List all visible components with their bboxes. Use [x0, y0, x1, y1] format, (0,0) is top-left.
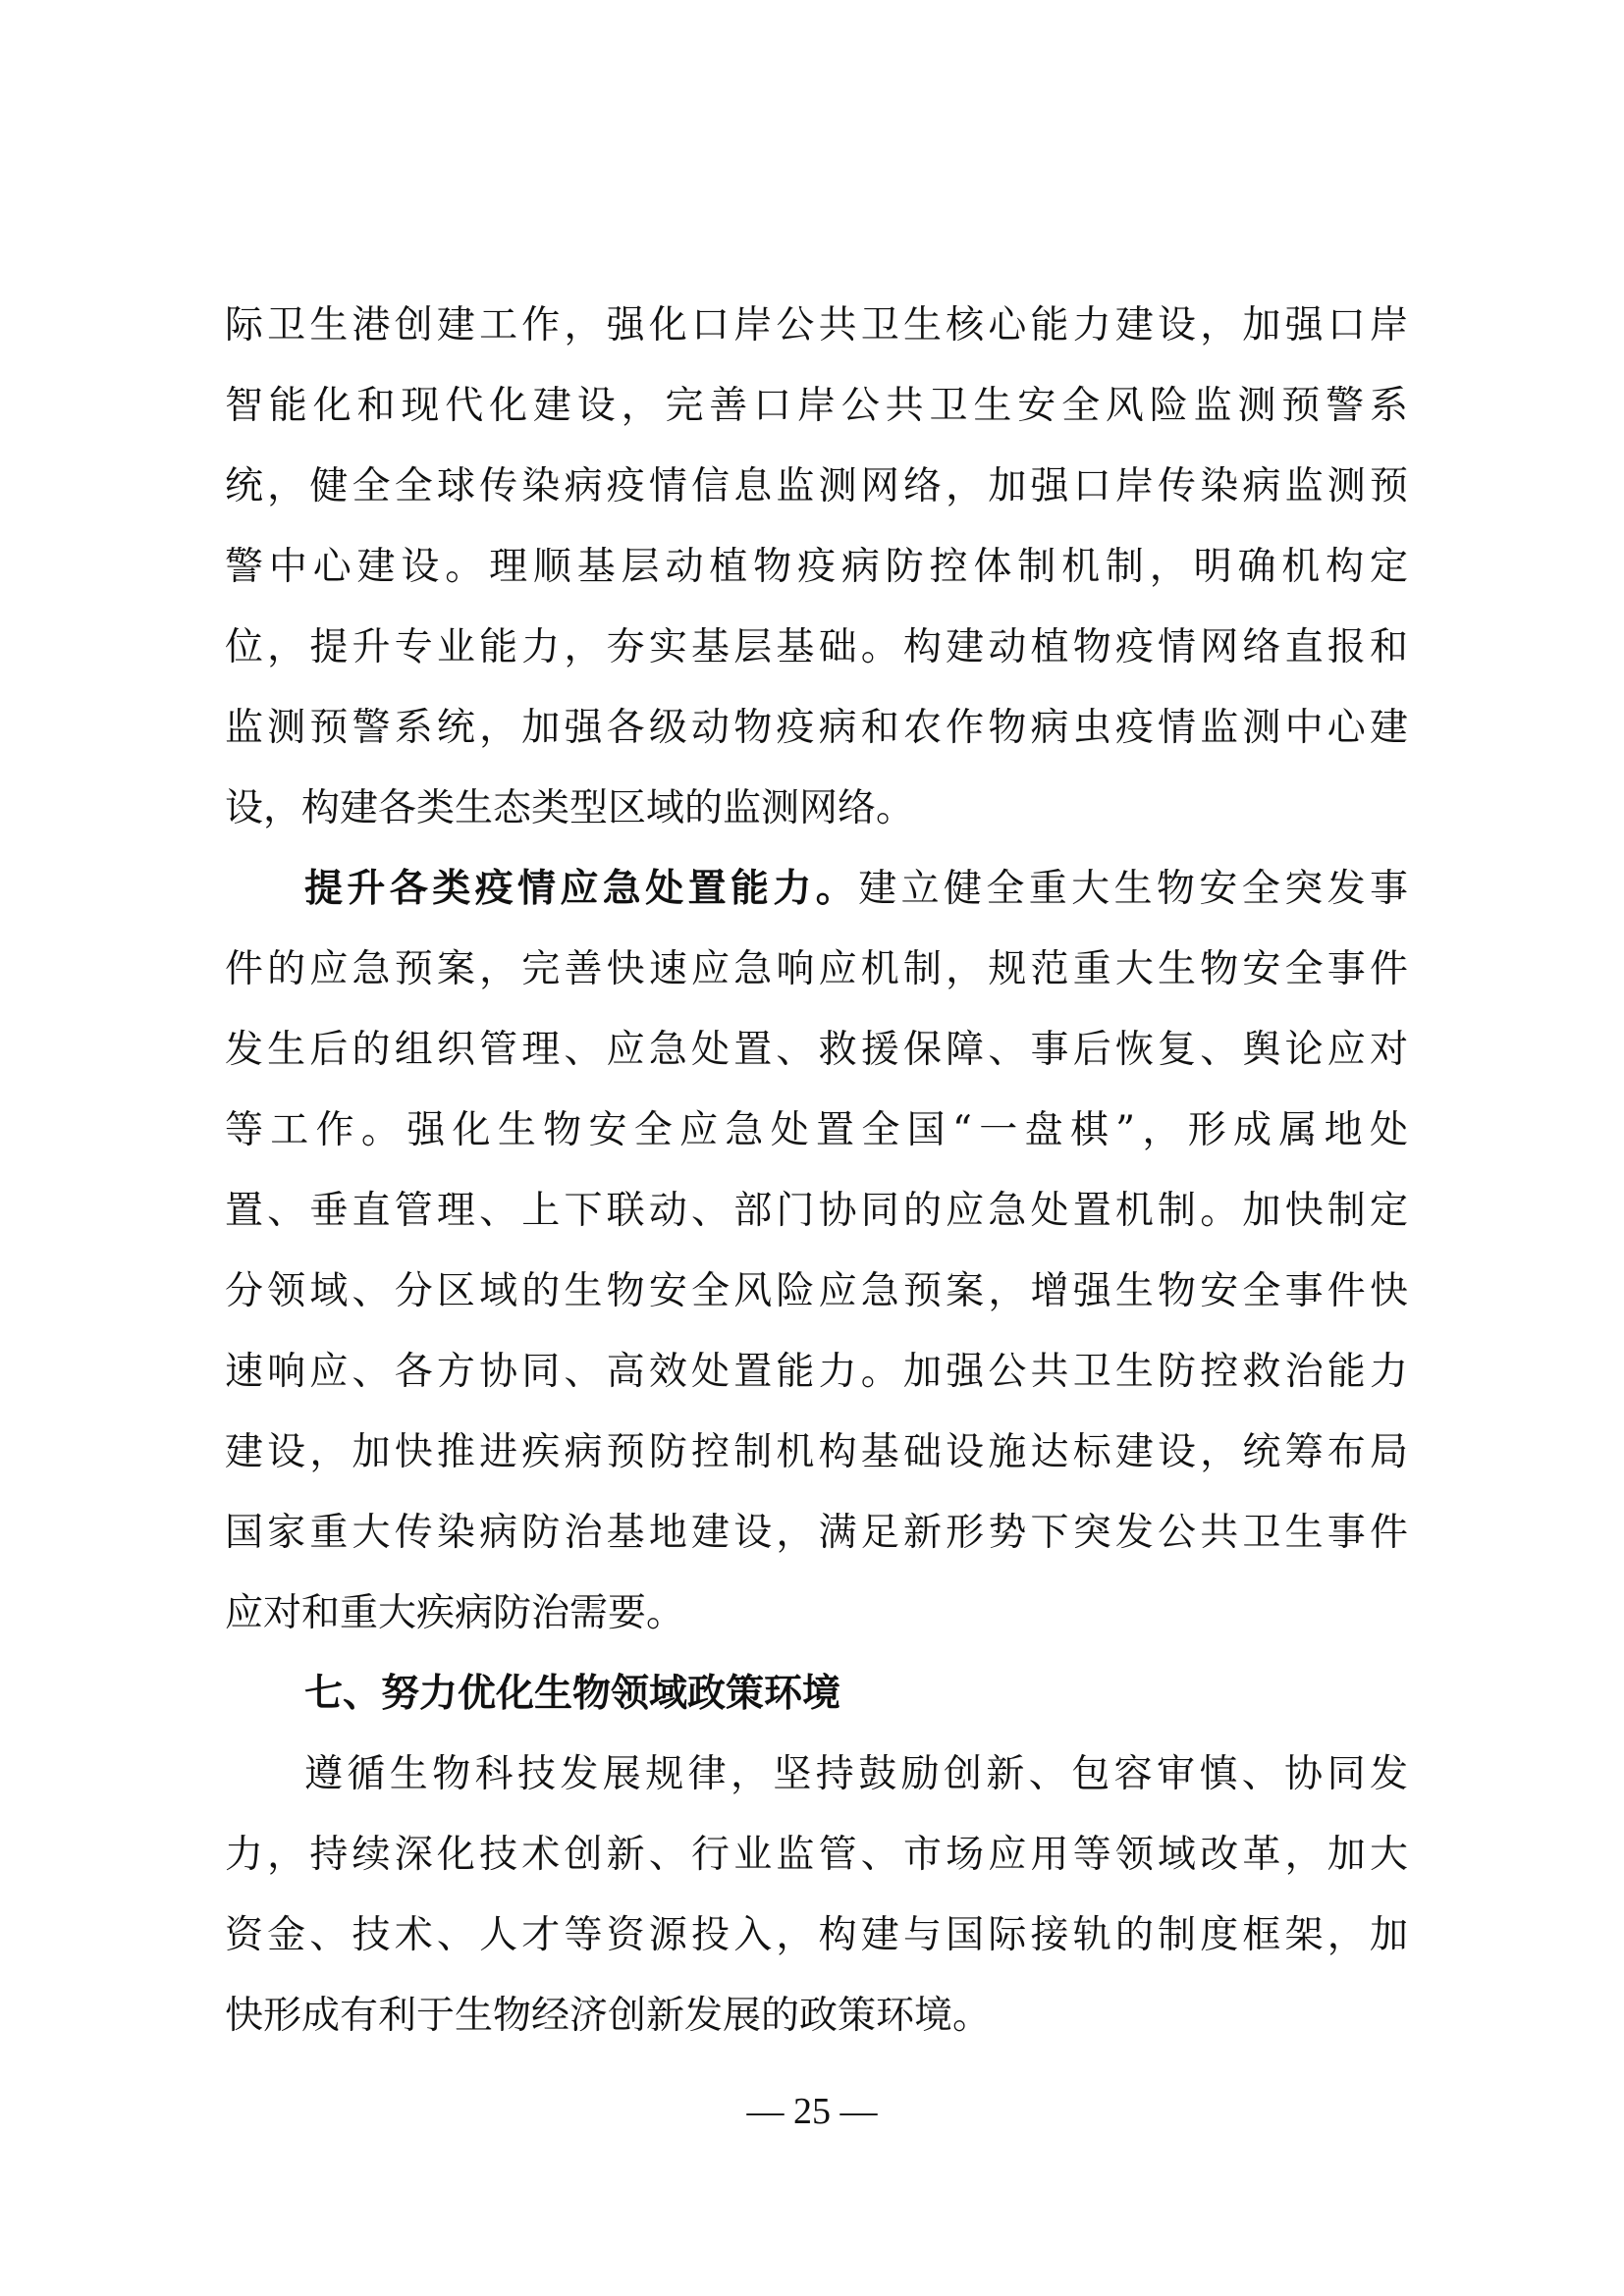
paragraph-line: 建设，加快推进疾病预防控制机构基础设施达标建设，统筹布局 — [225, 1430, 1408, 1474]
paragraph-line: 置、垂直管理、上下联动、部门协同的应急处置机制。加快制定 — [225, 1189, 1408, 1233]
paragraph-line: 智能化和现代化建设，完善口岸公共卫生安全风险监测预警系 — [225, 384, 1408, 428]
paragraph-line: 遵循生物科技发展规律，坚持鼓励创新、包容审慎、协同发 — [304, 1752, 1408, 1796]
paragraph-line: 速响应、各方协同、高效处置能力。加强公共卫生防控救治能力 — [225, 1350, 1408, 1394]
paragraph-line: 等工作。强化生物安全应急处置全国“一盘棋”，形成属地处 — [225, 1108, 1408, 1152]
paragraph-line: 发生后的组织管理、应急处置、救援保障、事后恢复、舆论应对 — [225, 1028, 1408, 1072]
paragraph-line: 监测预警系统，加强各级动物疫病和农作物病虫疫情监测中心建 — [225, 706, 1408, 750]
paragraph-line: 设，构建各类生态类型区域的监测网络。 — [225, 786, 915, 830]
paragraph-line: 资金、技术、人才等资源投入，构建与国际接轨的制度框架，加 — [225, 1913, 1408, 1957]
paragraph-text: 建立健全重大生物安全突发事 — [858, 867, 1408, 911]
paragraph-line: 警中心建设。理顺基层动植物疫病防控体制机制，明确机构定 — [225, 545, 1408, 589]
paragraph-line: 际卫生港创建工作，强化口岸公共卫生核心能力建设，加强口岸 — [225, 303, 1408, 347]
paragraph-line: 位，提升专业能力，夯实基层基础。构建动植物疫情网络直报和 — [225, 625, 1408, 669]
paragraph-line: 国家重大传染病防治基地建设，满足新形势下突发公共卫生事件 — [225, 1511, 1408, 1555]
paragraph-line: 力，持续深化技术创新、行业监管、市场应用等领域改革，加大 — [225, 1833, 1408, 1877]
page-number: — 25 — — [746, 2091, 878, 2132]
section-heading: 七、努力优化生物领域政策环境 — [304, 1672, 841, 1716]
paragraph-line: 分领域、分区域的生物安全风险应急预案，增强生物安全事件快 — [225, 1269, 1408, 1313]
paragraph-line: 统，健全全球传染病疫情信息监测网络，加强口岸传染病监测预 — [225, 464, 1408, 508]
paragraph-first-line — [304, 860, 1408, 919]
paragraph-line: 件的应急预案，完善快速应急响应机制，规范重大生物安全事件 — [225, 947, 1408, 991]
paragraph-line: 快形成有利于生物经济创新发展的政策环境。 — [225, 1994, 992, 2038]
paragraph-line: 应对和重大疾病防治需要。 — [225, 1591, 685, 1635]
paragraph-lead-heading: 提升各类疫情应急处置能力。 — [304, 867, 859, 911]
